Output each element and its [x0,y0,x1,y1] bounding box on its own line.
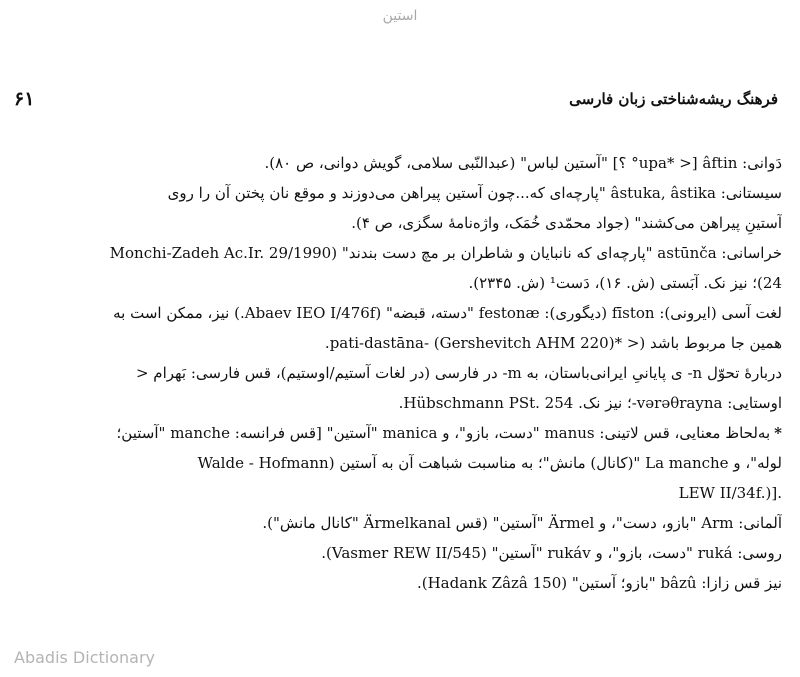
text-line: * به‌لحاظ معنایی، قس لاتینی: manus "دست، بازو"، و manica "آستین" [قس فرانسه: manche "آستین؛ [14,418,782,448]
text-line: 24)؛ نیز نک. آبَستی (ش. ۱۶)، دَست¹ (ش. ۲۳۴۵). [468,274,782,292]
text-line: لغت آسی (ایرونی): fīston (دیگوری): festonæ "دسته، قبضه" (Abaev IEO I/476f.) نیز، ممکن است به [113,304,782,322]
page-number: ۶۱ [14,88,35,110]
running-head: فرهنگ ریشه‌شناختی زبان فارسی [569,90,778,108]
text-line: آلمانی: Arm "بازو، دست"، و Ärmel "آستین" (قس Ärmelkanal "کانال مانش"). [262,514,782,532]
text-line: LEW II/34f.)]. [678,484,782,502]
text-line: لوله"، و La manche "(کانال) مانش"؛ به مناسبت شباهت آن به آستین (Walde - Hofmann [197,454,782,472]
site-header-title: استین [382,8,418,24]
text-line: آستینِ پیراهن می‌کشند" (جواد محمّدی خُمَک، واژه‌نامهٔ سگزی، ص ۴). [351,214,782,232]
text-line: نیز قس زازا: bâzû "بازو؛ آستین" (Hadank Zâzâ 150). [416,574,782,592]
text-line: خراسانی: astūnča "پارچه‌ای که نانبایان و شاطران بر مچ دست بندند" (Monchi-Zadeh Ac.Ir. 29/1990 [109,244,782,262]
text-line: سیستانی: âstuka, âstika "پارچه‌ای که...چون آستین پیراهن می‌دوزند و موقع نان پختن آن را روی [167,184,782,202]
text-line: روسی: ruká "دست، بازو"، و rukáv "آستین" (Vasmer REW II/545). [321,544,782,562]
text-line: همین جا مربوط باشد (< *pati-dastāna- (Gershevitch AHM 220). [324,334,782,352]
text-line: دَوانی: âftin [< *upa° ؟] "آستین لباس" (عبدالنّبی سلامی، گویش دوانی، ص ۸۰). [264,154,782,172]
dictionary-entry-text [14,148,782,598]
text-line: اوستایی: vərəθrayna-؛ نیز نک. Hübschmann PSt. 254. [398,394,782,412]
watermark: Abadis Dictionary [14,648,155,667]
text-line: دربارهٔ تحوّل n- ی پایانیِ ایرانی‌باستان، به m- در فارسی (در لغات آستیم/اوستیم)، قس فارسی: بَهرام < [135,364,782,382]
